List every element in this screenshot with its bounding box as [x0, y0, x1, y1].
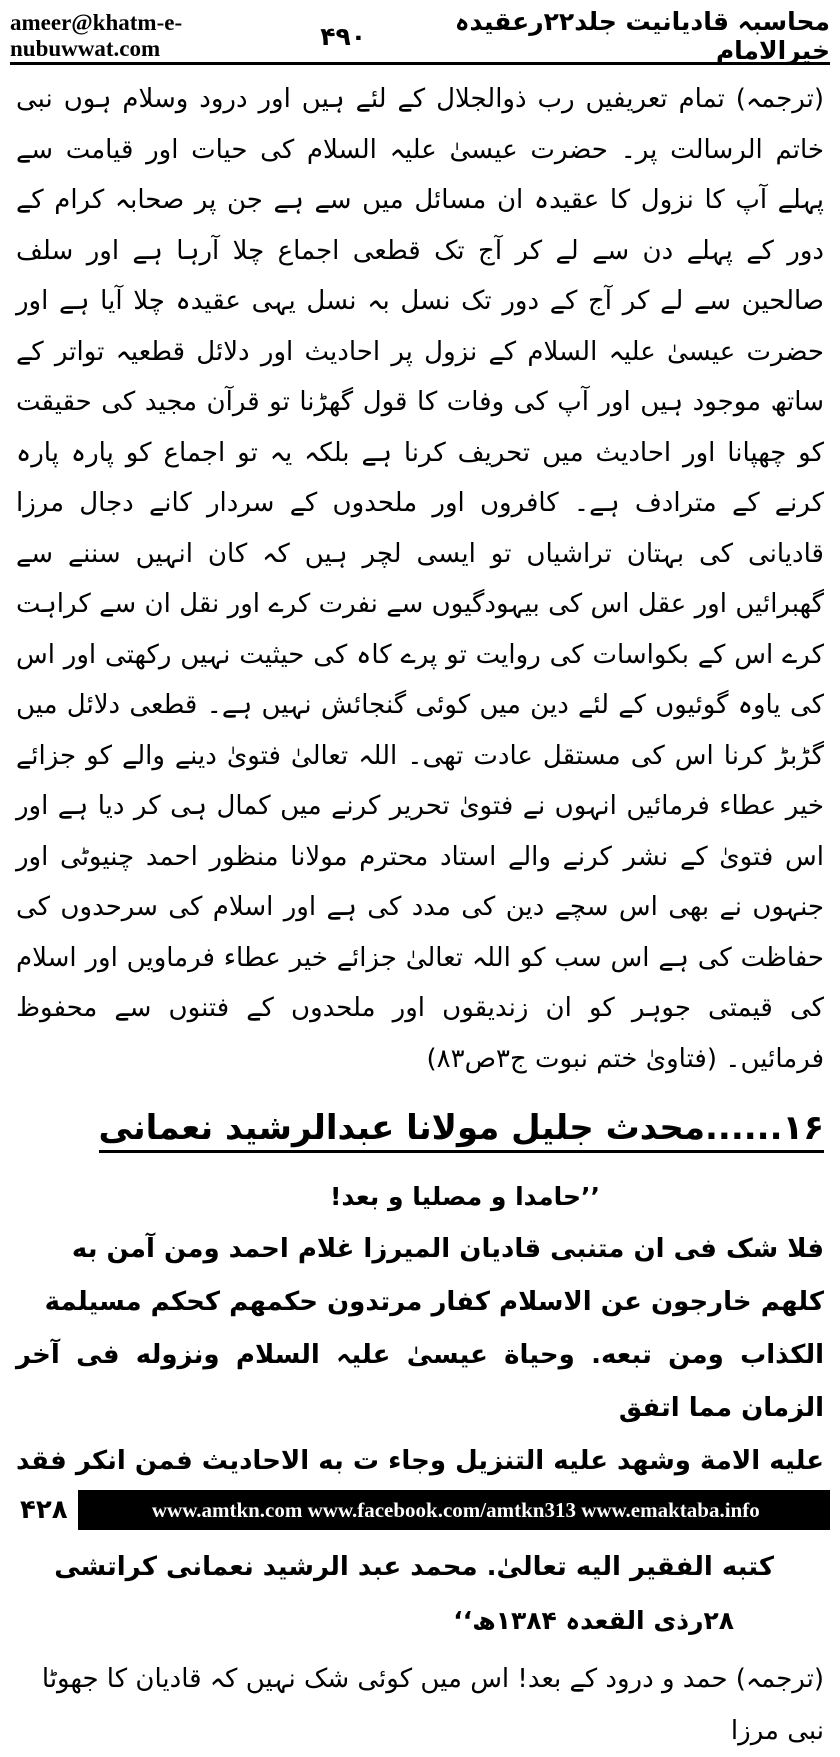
section-heading: [16, 1096, 824, 1166]
page-number-top: ۴۹۰: [320, 21, 366, 51]
book-title: محاسبہ قادیانیت جلد۲۲رعقیدہ خیرالامام: [454, 7, 830, 65]
arabic-fatwa: [16, 1170, 824, 1647]
translation-line: (ترجمہ) حمد و درود کے بعد! اس میں کوئی شک نہیں کہ قادیان کا جھوٹا نبی مرزا: [41, 1664, 824, 1746]
section-heading-text: ۱۶......محدث جلیل مولانا عبدالرشید نعمانی: [99, 1108, 825, 1153]
arabic-line-3: الکذاب ومن تبعه. وحیاة عیسیٰ علیہ السلام ونزوله فی آخر الزمان مما اتفق: [16, 1340, 824, 1423]
arabic-signature: کتبه الفقیر الیه تعالیٰ. محمد عبد الرشید نعمانی کراتشی: [54, 1552, 774, 1582]
footer-links[interactable]: www.amtkn.com www.facebook.com/amtkn313 www.emaktaba.info: [151, 1497, 760, 1522]
arabic-line-2: کلهم خارجون عن الاسلام کفار مرتدون حکمهم کحکم مسیلمة: [44, 1287, 824, 1317]
page-number-bottom: ۴۲۸: [10, 1490, 82, 1530]
page-footer: [10, 1490, 830, 1530]
header-left: [10, 10, 366, 62]
arabic-opening: ’’حامدا و مصليا و بعد!: [329, 1182, 601, 1211]
page-header: [10, 7, 830, 65]
email-address[interactable]: ameer@khatm-e-nubuwwat.com: [10, 10, 183, 61]
translation-paragraph: (ترجمہ) تمام تعریفیں رب ذوالجلال کے لئے ہیں اور درود وسلام ہوں نبی خاتم الرسالت پر۔ حضرت عیسیٰ علیہ السلام کی حیات اور قیامت سے پہلے آپ کا نزول کا عقیدہ ان مسائل میں سے ہے جن پر صحابہ کرام کے دور کے پہلے دن سے لے کر آج تک قطعی اجماع چلا آرہا ہے اور سلف صالحین سے لے کر آج کے دور تک نسل بہ نسل یہی عقیدہ چلا آیا ہے اور حضرت عیسیٰ علیہ السلام کے نزول پر احادیث اور دلائل قطعیہ تواتر کے ساتھ موجود ہیں اور آپ کی وفات کا قول گھڑنا تو قرآن مجید کی حقیقت کو چھپانا اور احادیث میں تحریف کرنا ہے بلکہ یہ تو اجماع کو پارہ پارہ کرنے کے مترادف ہے۔ کافروں اور ملحدوں کے سردار کانے دجال مرزا قادیانی کی بہتان تراشیاں تو ایسی لچر ہیں کہ کان انہیں سننے سے گھبرائیں اور عقل اس کی بیہودگیوں سے نفرت کرے اور نقل ان سے کراہت کرے اس کے بکواسات کی روایت تو پرے کاہ کی حیثیت نہیں رکھتی اور اس کی یاوہ گوئیوں کے لئے دین میں کوئی گنجائش نہیں ہے۔ قطعی دلائل میں گڑبڑ کرنا اس کی مستقل عادت تھی۔ اللہ تعالیٰ فتویٰ دینے والے کو جزائے خیر عطاء فرمائیں انہوں نے فتویٰ تحریر کرنے میں کمال ہی کر دیا ہے اور اس فتویٰ کے نشر کرنے والے استاد محترم مولانا منظور احمد چنیوٹی اور جنہوں نے بھی اس سچے دین کی مدد کی ہے اور اسلام کی سرحدوں کی حفاظت کی ہے اس سب کو اللہ تعالیٰ جزائے خیر عطاء فرماویں اور اسلام کی قیمتی جوہر کو ان زندیقوں اور ملحدوں کے فتنوں سے محفوظ فرمائیں۔ (فتاویٰ ختم نبوت ج۳ص۸۳): [16, 84, 824, 1074]
arabic-line-1: فلا شک فی ان متنبی قادیان المیرزا غلام احمد ومن آمن به: [71, 1234, 824, 1264]
arabic-line-4: علیه الامة وشهد علیه التنزیل وجاء ت به الاحادیث فمن انکر فقد: [16, 1446, 824, 1476]
arabic-date: ۲۸رذی القعدہ ۱۳۸۴ھ‘‘: [453, 1606, 734, 1635]
